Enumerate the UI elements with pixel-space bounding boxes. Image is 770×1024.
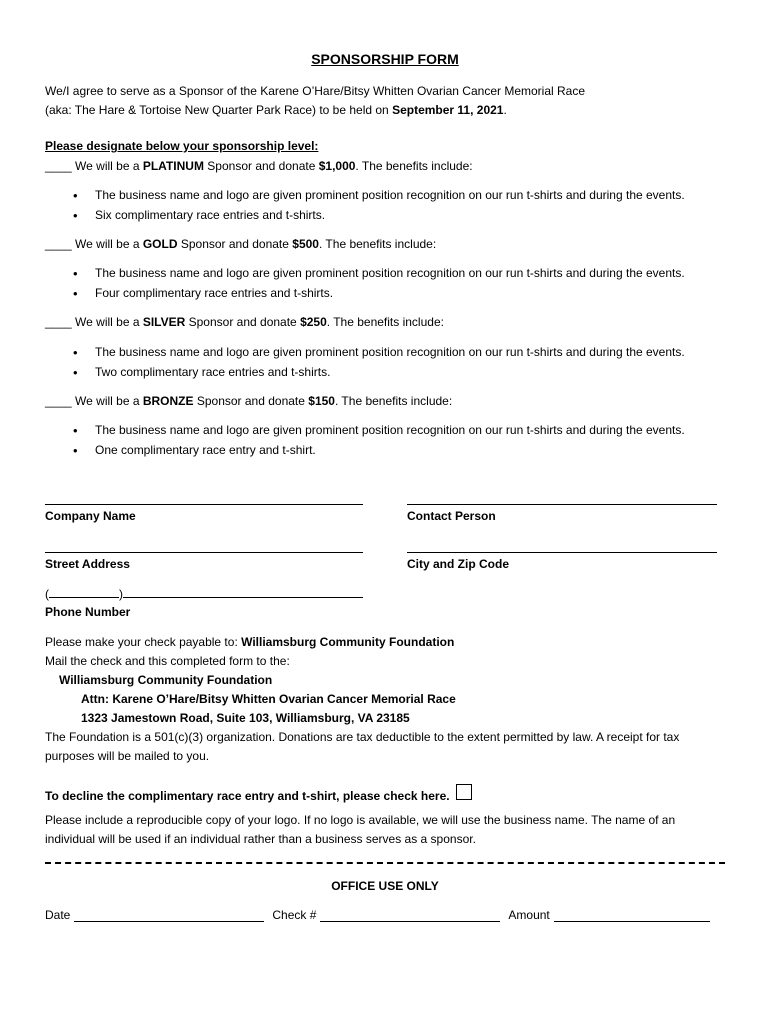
level-gold[interactable] bbox=[45, 235, 436, 253]
decline-row bbox=[45, 784, 472, 803]
level-amount: $500 bbox=[292, 237, 319, 251]
phone-close-paren: ) bbox=[119, 587, 123, 601]
date-label: Date bbox=[45, 908, 71, 922]
level-silver[interactable] bbox=[45, 313, 444, 331]
intro-line-2-text: (aka: The Hare & Tortoise New Quarter Park Race) to be held on bbox=[45, 103, 393, 117]
date-field[interactable] bbox=[74, 909, 264, 922]
level-blank[interactable]: ____ bbox=[45, 237, 72, 251]
level-text: . The benefits include: bbox=[318, 237, 437, 251]
logo-note: Please include a reproducible copy of your logo. If no logo is available, we will use the business name. The name of an individual will be used if an individual rather than a business serves as a sponsor. bbox=[45, 813, 676, 846]
tax-note: The Foundation is a 501(c)(3) organization. Donations are tax deductible to the extent permitted by law. A receipt for tax purposes will be mailed to you. bbox=[45, 730, 680, 763]
level-platinum[interactable] bbox=[45, 157, 473, 175]
level-text: We will be a bbox=[71, 394, 143, 408]
level-amount: $250 bbox=[300, 315, 327, 329]
company-name-line[interactable] bbox=[45, 504, 363, 505]
silver-benefits bbox=[73, 343, 685, 382]
level-bronze[interactable] bbox=[45, 392, 452, 410]
phone-number-label: Phone Number bbox=[45, 605, 131, 619]
list-item: • The business name and logo are given prominent position recognition on our run t-shirts and during the events. bbox=[73, 343, 685, 363]
city-zip-label: City and Zip Code bbox=[407, 557, 509, 571]
level-name: GOLD bbox=[142, 237, 178, 251]
level-text: Sponsor and donate bbox=[193, 394, 309, 408]
phone-open-paren: ( bbox=[45, 587, 49, 601]
level-blank[interactable]: ____ bbox=[45, 394, 72, 408]
level-name: BRONZE bbox=[142, 394, 194, 408]
mail-line: Mail the check and this completed form to the: bbox=[45, 654, 290, 668]
area-code-line[interactable] bbox=[49, 586, 119, 598]
level-text: Sponsor and donate bbox=[203, 159, 319, 173]
platinum-benefits bbox=[73, 186, 685, 225]
decline-checkbox[interactable] bbox=[456, 784, 472, 800]
payable-to: Williamsburg Community Foundation bbox=[241, 635, 455, 649]
list-item: • Two complimentary race entries and t-shirts. bbox=[73, 363, 685, 383]
level-text: . The benefits include: bbox=[334, 394, 453, 408]
mail-org: Williamsburg Community Foundation bbox=[59, 673, 273, 687]
level-blank[interactable]: ____ bbox=[45, 159, 72, 173]
payment-instructions bbox=[45, 633, 725, 766]
intro-line-2 bbox=[45, 101, 725, 120]
sponsorship-form-page bbox=[45, 0, 725, 1024]
level-text: We will be a bbox=[71, 315, 143, 329]
check-label: Check # bbox=[272, 908, 317, 922]
level-text: We will be a bbox=[71, 237, 143, 251]
amount-label: Amount bbox=[508, 908, 550, 922]
contact-person-line[interactable] bbox=[407, 504, 717, 505]
office-use-heading: OFFICE USE ONLY bbox=[331, 879, 439, 893]
amount-field[interactable] bbox=[554, 909, 710, 922]
office-use-row bbox=[45, 908, 725, 922]
list-item: • Six complimentary race entries and t-shirts. bbox=[73, 206, 685, 226]
street-address-label: Street Address bbox=[45, 557, 130, 571]
level-text: Sponsor and donate bbox=[177, 237, 293, 251]
mail-attn: Attn: Karene O’Hare/Bitsy Whitten Ovarian Cancer Memorial Race bbox=[81, 692, 456, 706]
company-name-label: Company Name bbox=[45, 509, 136, 523]
mail-address: 1323 Jamestown Road, Suite 103, Williamsburg, VA 23185 bbox=[81, 711, 410, 725]
race-date: September 11, 2021 bbox=[392, 103, 504, 117]
payable-line bbox=[45, 633, 725, 652]
cut-line-divider bbox=[45, 862, 725, 864]
street-address-line[interactable] bbox=[45, 552, 363, 553]
level-amount: $150 bbox=[308, 394, 335, 408]
city-zip-line[interactable] bbox=[407, 552, 717, 553]
phone-number-line[interactable] bbox=[123, 586, 363, 598]
list-item: • Four complimentary race entries and t-shirts. bbox=[73, 284, 685, 304]
list-item: • The business name and logo are given prominent position recognition on our run t-shirts and during the events. bbox=[73, 421, 685, 441]
phone-field[interactable] bbox=[45, 586, 363, 601]
intro-paragraph bbox=[45, 82, 725, 120]
intro-line-1: We/I agree to serve as a Sponsor of the Karene O’Hare/Bitsy Whitten Ovarian Cancer Memorial Race bbox=[45, 84, 586, 98]
level-text: . The benefits include: bbox=[355, 159, 473, 173]
level-amount: $1,000 bbox=[318, 159, 356, 173]
check-number-field[interactable] bbox=[320, 909, 500, 922]
designate-heading: Please designate below your sponsorship level: bbox=[45, 139, 319, 153]
payable-text: Please make your check payable to: bbox=[45, 635, 242, 649]
level-text: . The benefits include: bbox=[326, 315, 444, 329]
decline-label: To decline the complimentary race entry and t-shirt, please check here. bbox=[45, 789, 450, 803]
list-item: • The business name and logo are given prominent position recognition on our run t-shirts and during the events. bbox=[73, 264, 685, 284]
level-name: SILVER bbox=[142, 315, 186, 329]
level-text: We will be a bbox=[71, 159, 143, 173]
list-item: • One complimentary race entry and t-shirt. bbox=[73, 441, 685, 461]
form-title: SPONSORSHIP FORM bbox=[311, 51, 459, 67]
level-name: PLATINUM bbox=[142, 159, 204, 173]
level-blank[interactable]: ____ bbox=[45, 315, 72, 329]
bronze-benefits bbox=[73, 421, 685, 460]
contact-person-label: Contact Person bbox=[407, 509, 496, 523]
gold-benefits bbox=[73, 264, 685, 303]
list-item: • The business name and logo are given prominent position recognition on our run t-shirts and during the events. bbox=[73, 186, 685, 206]
level-text: Sponsor and donate bbox=[185, 315, 301, 329]
intro-line-2-end: . bbox=[503, 103, 507, 117]
